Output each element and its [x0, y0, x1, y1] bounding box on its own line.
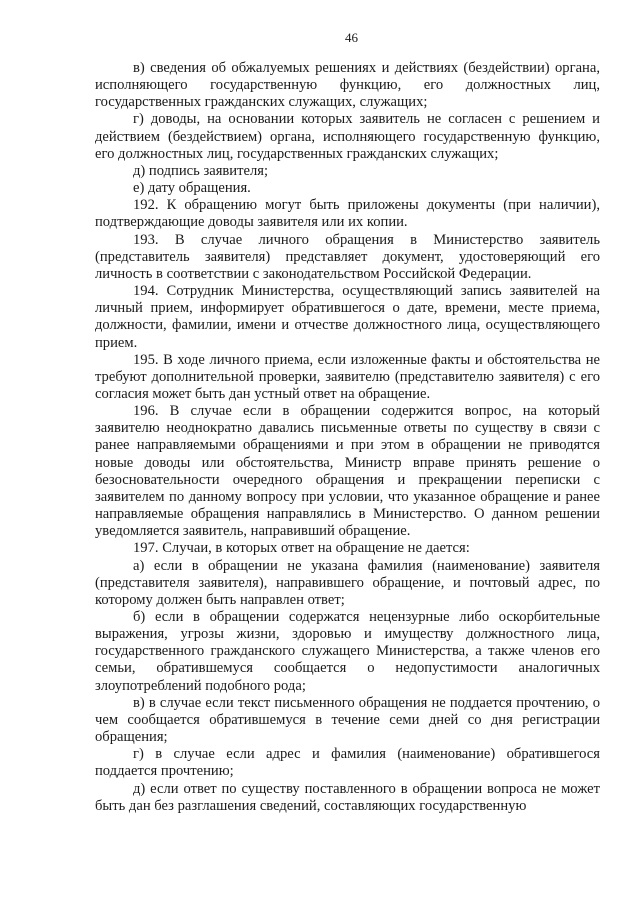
- paragraph-197: 197. Случаи, в которых ответ на обращение не дается:: [133, 540, 470, 557]
- paragraph-date: е) дату обращения.: [133, 180, 251, 197]
- paragraph-c-appeal-info: в) сведения об обжалуемых решениях и действиях (бездействии) органа, исполняющего государственную функцию, его должностных лиц, государственных гражданских служащих, служащих;: [95, 60, 600, 111]
- paragraph-signature: д) подпись заявителя;: [133, 162, 269, 179]
- paragraph-192: 192. К обращению могут быть приложены документы (при наличии), подтверждающие доводы заявителя или их копии.: [95, 197, 600, 231]
- paragraph-197-b: б) если в обращении содержатся нецензурные либо оскорбительные выражения, угрозы жизни, здоровью и имуществу должностного лица, государственного гражданского служащего Министерства, а также членов его семьи, обратившемуся сообщается о недопустимости аналогичных злоупотреблений подобного рода;: [95, 609, 600, 694]
- paragraph-194: 194. Сотрудник Министерства, осуществляющий запись заявителей на личный прием, информирует обратившегося о дате, времени, месте приема, должности, фамилии, имени и отчестве должностного лица, осуществляющего прием.: [95, 283, 600, 351]
- paragraph-d-arguments: г) доводы, на основании которых заявитель не согласен с решением и действием (бездействием) органа, исполняющего государственную функцию, его должностных лиц, государственных гражданских служащих;: [95, 111, 600, 162]
- paragraph-197-v: в) в случае если текст письменного обращения не поддается прочтению, о чем сообщается обратившемуся в течение семи дней со дня регистрации обращения;: [95, 694, 600, 746]
- paragraph-195: 195. В ходе личного приема, если изложенные факты и обстоятельства не требуют дополнительной проверки, заявителю (представителю заявителя) с его согласия может быть дан устный ответ на обращение.: [95, 351, 600, 402]
- paragraph-197-a: а) если в обращении не указана фамилия (наименование) заявителя (представителя заявителя), направившего обращение, и почтовый адрес, по которому должен быть направлен ответ;: [95, 557, 600, 608]
- page-number: 46: [345, 30, 358, 45]
- paragraph-197-d: д) если ответ по существу поставленного в обращении вопроса не может быть дан без разглашения сведений, составляющих государственную: [95, 780, 600, 814]
- paragraph-196: 196. В случае если в обращении содержится вопрос, на который заявителю неоднократно давались письменные ответы по существу в связи с ранее направляемыми обращениями и при этом в обращении не приводятся новые доводы или обстоятельства, Министр вправе принять решение о безосновательности очередного обращения и прекращении переписки с заявителем по данному вопросу при условии, что указанное обращение и ранее направляемые обращения направлялись в Министерство. О данном решении уведомляется заявитель, направивший обращение.: [95, 403, 600, 540]
- body-text: [95, 60, 600, 815]
- paragraph-197-g: г) в случае если адрес и фамилия (наименование) обратившегося поддается прочтению;: [95, 746, 600, 780]
- paragraph-193: 193. В случае личного обращения в Министерство заявитель (представитель заявителя) представляет документ, удостоверяющий его личность в соответствии с законодательством Российской Федерации.: [95, 231, 600, 282]
